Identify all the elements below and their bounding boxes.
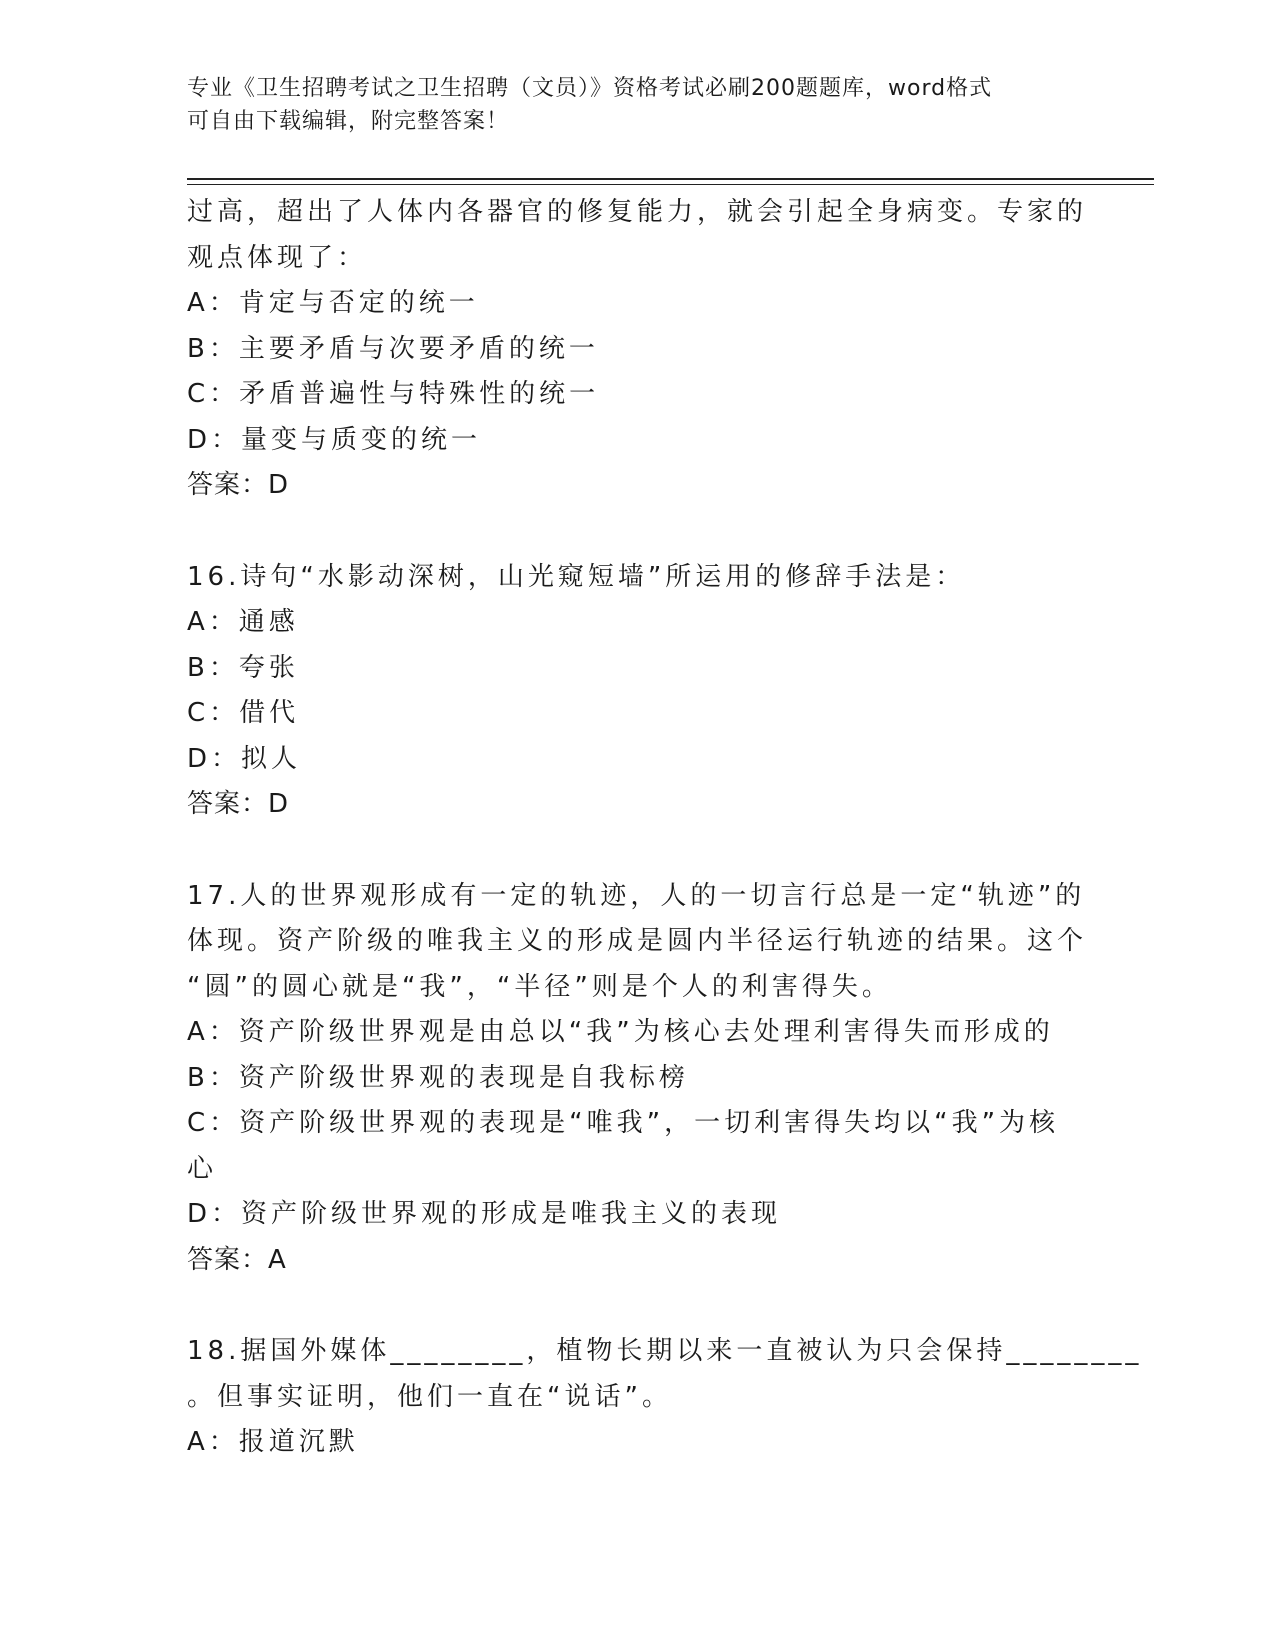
header-divider-thin <box>187 184 1154 185</box>
option-c: C：矛盾普遍性与特殊性的统一 <box>187 379 600 409</box>
question-stem: 观点体现了： <box>187 242 368 273</box>
question-stem: 17.人的世界观形成有一定的轨迹，人的一切言行总是一定“轨迹”的 <box>187 880 1086 911</box>
question-17 <box>187 874 1087 1284</box>
header-divider-thick <box>187 178 1154 180</box>
question-stem: “圆”的圆心就是“我”，“半径”则是个人的利害得失。 <box>187 971 892 1002</box>
option-a: A：通感 <box>187 607 299 637</box>
question-stem: 。但事实证明，他们一直在“说话”。 <box>187 1381 672 1412</box>
option-a: A：资产阶级世界观是由总以“我”为核心去处理利害得失而形成的 <box>187 1017 1054 1047</box>
question-list <box>187 190 1143 1466</box>
answer: 答案：D <box>187 789 290 819</box>
question-15 <box>187 190 1087 509</box>
option-a: A：报道沉默 <box>187 1427 359 1457</box>
option-c: C：借代 <box>187 698 300 728</box>
header-line-2: 可自由下载编辑，附完整答案！ <box>187 109 510 134</box>
answer: 答案：A <box>187 1244 287 1275</box>
option-c: C：资产阶级世界观的表现是“唯我”，一切利害得失均以“我”为核 <box>187 1108 1060 1138</box>
option-d: D：资产阶级世界观的形成是唯我主义的表现 <box>187 1199 782 1229</box>
option-a: A：肯定与否定的统一 <box>187 288 479 318</box>
question-18 <box>187 1329 1143 1466</box>
option-b: B：主要矛盾与次要矛盾的统一 <box>187 333 599 364</box>
question-stem: 体现。资产阶级的唯我主义的形成是圆内半径运行轨迹的结果。这个 <box>187 926 1088 956</box>
question-stem: 过高，超出了人体内各器官的修复能力，就会引起全身病变。专家的 <box>187 197 1088 227</box>
question-stem: 18.据国外媒体________，植物长期以来一直被认为只会保持________ <box>187 1336 1143 1366</box>
option-d: D：拟人 <box>187 743 302 774</box>
option-c-continued: 心 <box>187 1153 218 1184</box>
question-stem: 16.诗句“水影动深树，山光窥短墙”所运用的修辞手法是： <box>187 561 966 592</box>
option-d: D：量变与质变的统一 <box>187 424 482 455</box>
answer: 答案：D <box>187 470 290 500</box>
option-b: B：资产阶级世界观的表现是自我标榜 <box>187 1062 689 1093</box>
page-header <box>187 72 1067 138</box>
question-16 <box>187 555 1087 828</box>
header-line-1: 专业《卫生招聘考试之卫生招聘（文员）》资格考试必刷200题题库，word格式 <box>187 76 993 101</box>
option-b: B：夸张 <box>187 652 299 683</box>
